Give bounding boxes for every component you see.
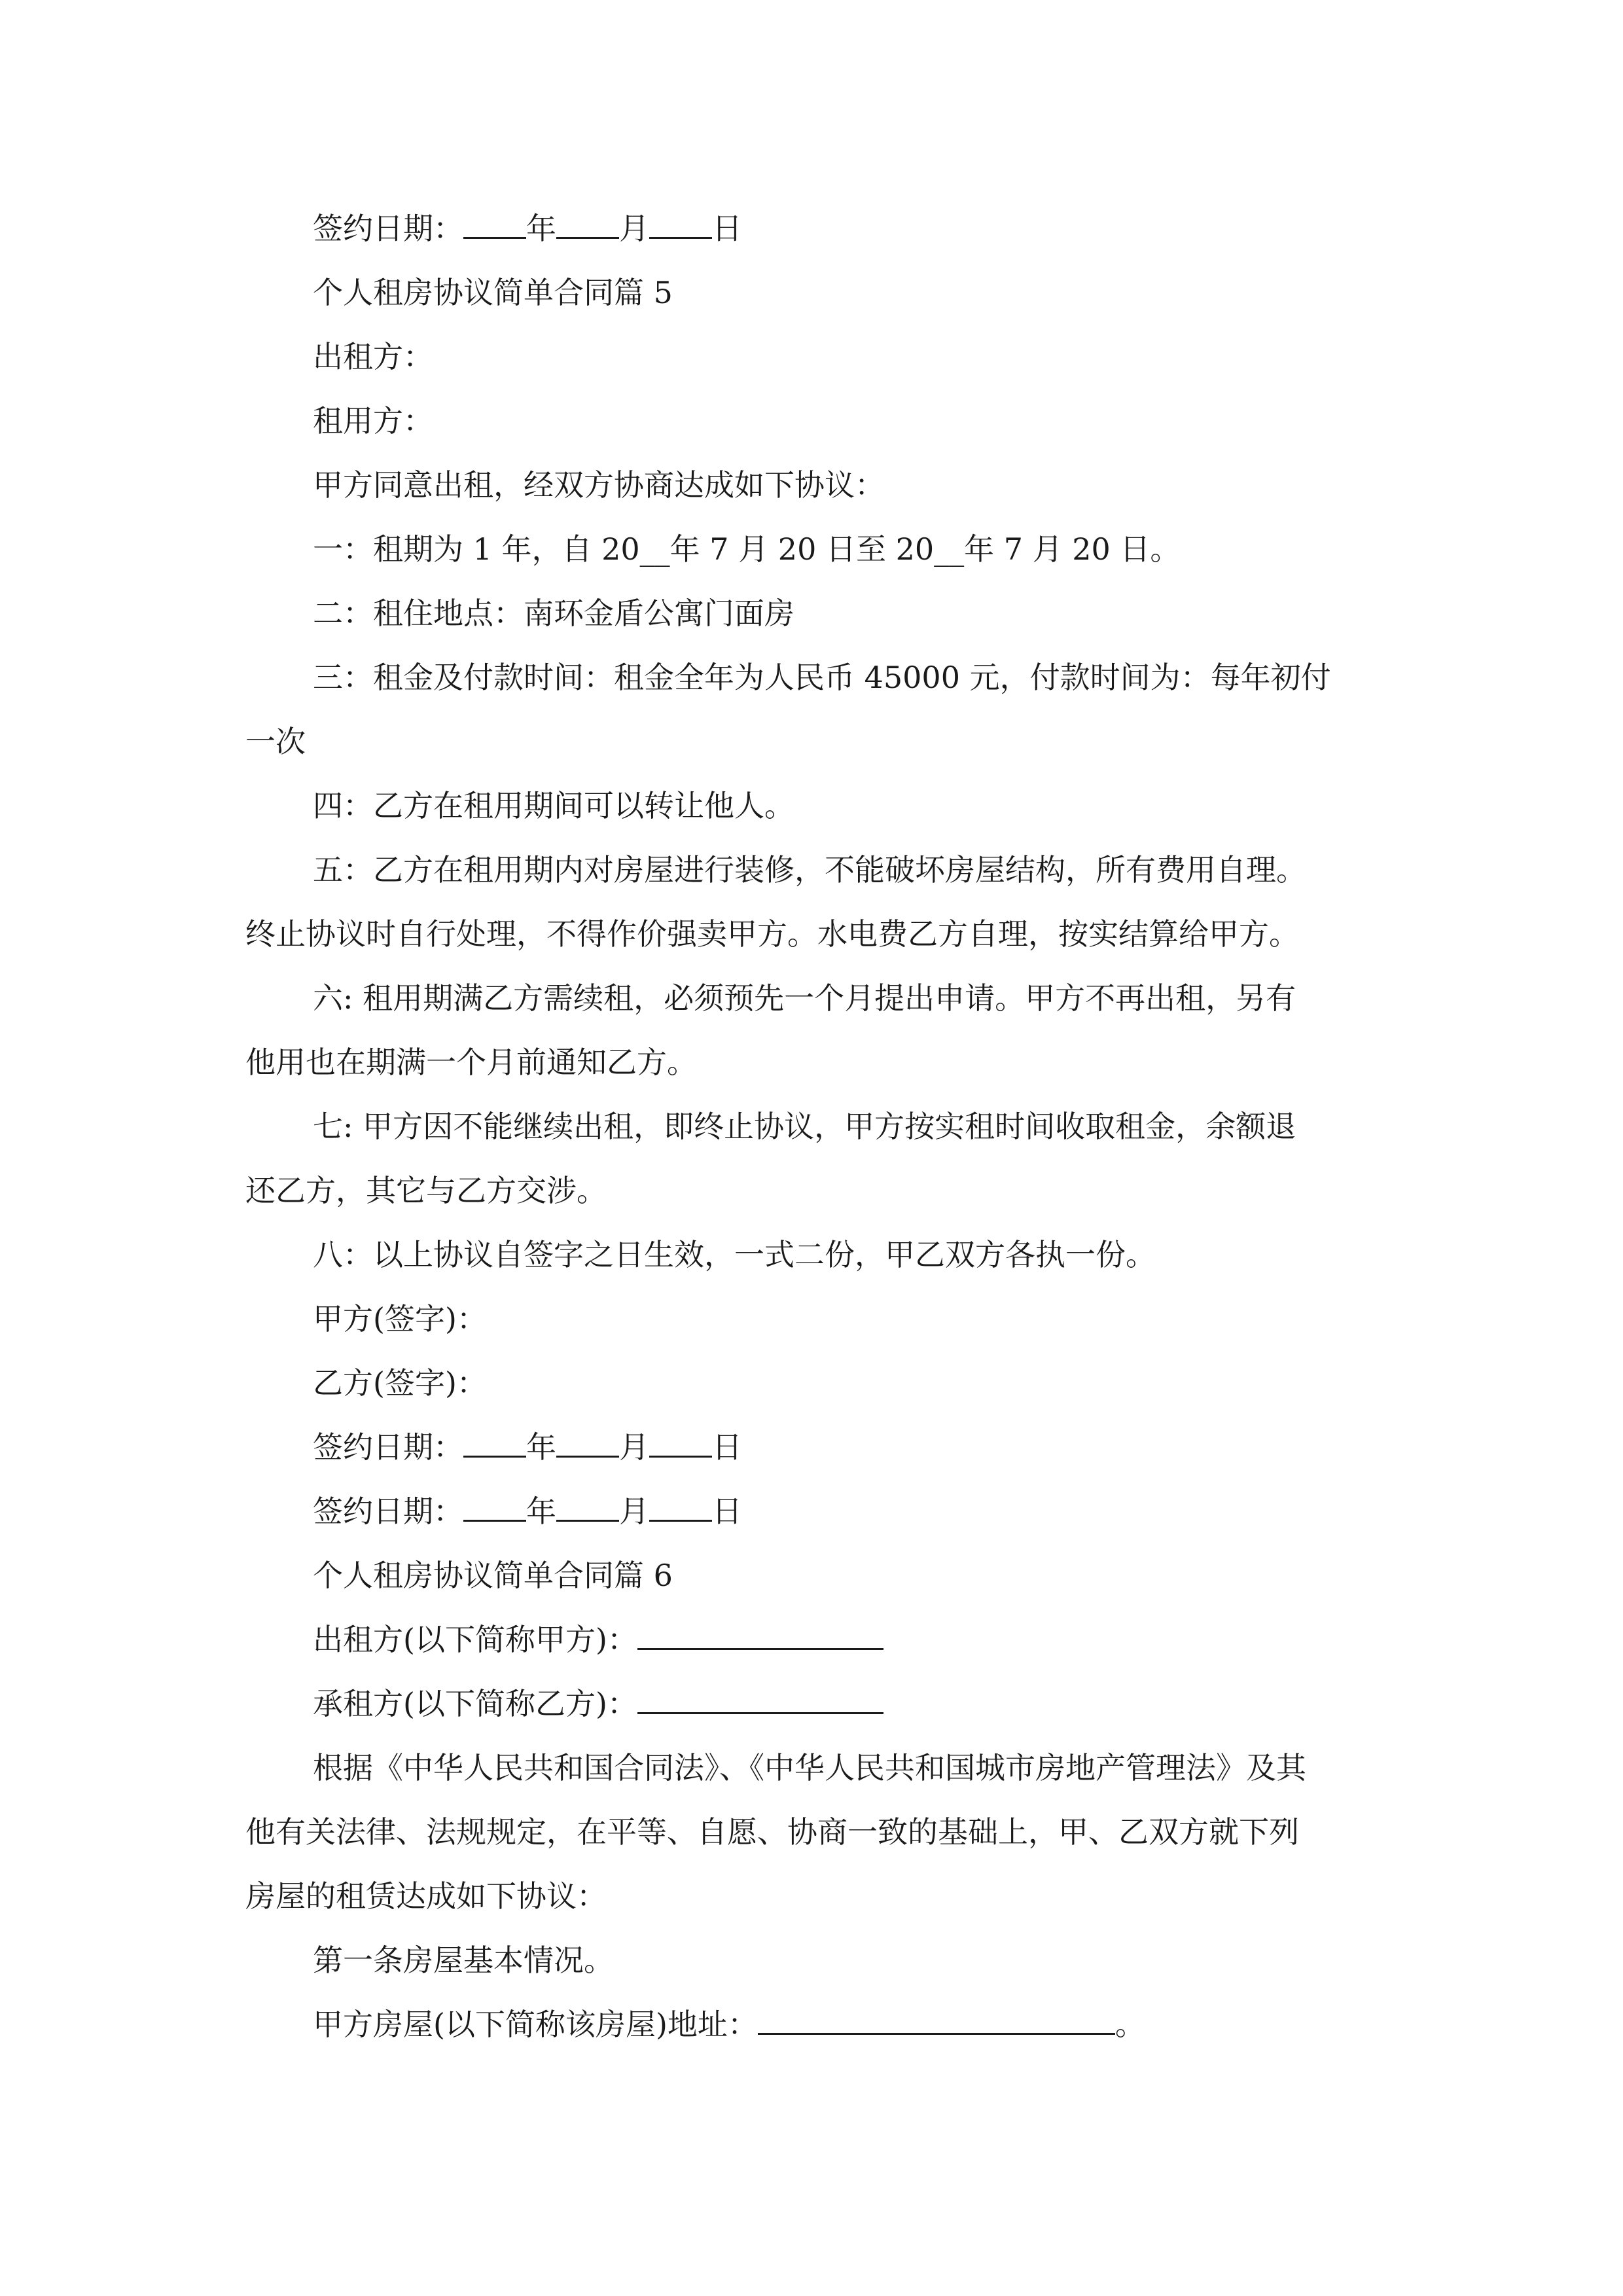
clause-5-line-2: 终止协议时自行处理，不得作价强卖甲方。水电费乙方自理，按实结算给甲方。 — [245, 916, 1299, 952]
year-label: 年 — [526, 1429, 556, 1465]
intro-paragraph: 甲方同意出租，经双方协商达成如下协议： — [313, 467, 885, 503]
basis-paragraph-line-2: 他有关法律、法规规定，在平等、自愿、协商一致的基础上，甲、乙双方就下列 — [245, 1814, 1299, 1850]
year-blank — [463, 1433, 526, 1458]
day-label: 日 — [712, 1429, 742, 1465]
signing-date-line — [313, 196, 742, 260]
day-label: 日 — [712, 1494, 742, 1529]
signing-date-label: 签约日期： — [313, 1494, 463, 1529]
year-label: 年 — [526, 1494, 556, 1529]
signing-date-label: 签约日期： — [313, 211, 463, 246]
clause-8: 八：以上协议自签字之日生效，一式二份，甲乙双方各执一份。 — [313, 1237, 1156, 1272]
lessee-line — [313, 1672, 883, 1736]
clause-5-line-1: 五：乙方在租用期内对房屋进行装修，不能破坏房屋结构，所有费用自理。 — [313, 852, 1306, 888]
article-1-heading: 第一条房屋基本情况。 — [313, 1943, 614, 1978]
basis-paragraph-line-1: 根据《中华人民共和国合同法》、《中华人民共和国城市房地产管理法》及其 — [313, 1750, 1306, 1785]
lessor-line: 出租方： — [313, 339, 433, 374]
lessor-line — [313, 1607, 883, 1672]
party-a-signature: 甲方(签字)： — [313, 1301, 487, 1336]
address-line — [313, 1992, 1145, 2056]
party-b-signature: 乙方(签字)： — [313, 1365, 487, 1401]
day-blank — [649, 215, 712, 239]
lessee-label: 承租方(以下简称乙方)： — [313, 1686, 637, 1721]
month-label: 月 — [619, 1429, 649, 1465]
year-label: 年 — [526, 211, 556, 246]
lessor-blank — [637, 1626, 883, 1650]
clause-4: 四：乙方在租用期间可以转让他人。 — [313, 788, 794, 823]
clause-3-line-2: 一次 — [245, 724, 306, 759]
year-blank — [463, 1498, 526, 1522]
year-blank — [463, 215, 526, 239]
clause-7-line-1: 七: 甲方因不能继续出租，即终止协议，甲方按实租时间收取租金，余额退 — [313, 1109, 1296, 1144]
lessor-label: 出租方(以下简称甲方)： — [313, 1622, 637, 1657]
signing-date-label: 签约日期： — [313, 1429, 463, 1465]
month-label: 月 — [619, 211, 649, 246]
day-blank — [649, 1433, 712, 1458]
address-blank — [758, 2011, 1115, 2035]
address-end-mark: 。 — [1115, 2007, 1145, 2042]
clause-6-line-1: 六: 租用期满乙方需续租，必须预先一个月提出申请。甲方不再出租，另有 — [313, 980, 1296, 1016]
month-blank — [556, 215, 619, 239]
month-label: 月 — [619, 1494, 649, 1529]
section-6-heading: 个人租房协议简单合同篇 6 — [313, 1558, 673, 1593]
address-label: 甲方房屋(以下简称该房屋)地址： — [313, 2007, 758, 2042]
clause-6-line-2: 他用也在期满一个月前通知乙方。 — [245, 1045, 697, 1080]
lessee-line: 租用方： — [313, 403, 433, 439]
clause-1: 一：租期为 1 年，自 20__年 7 月 20 日至 20__年 7 月 20 日。 — [313, 531, 1181, 567]
clause-2: 二：租住地点：南环金盾公寓门面房 — [313, 596, 794, 631]
month-blank — [556, 1498, 619, 1522]
day-blank — [649, 1498, 712, 1522]
month-blank — [556, 1433, 619, 1458]
basis-paragraph-line-3: 房屋的租赁达成如下协议： — [245, 1878, 607, 1914]
day-label: 日 — [712, 211, 742, 246]
clause-3-line-1: 三：租金及付款时间：租金全年为人民币 45000 元，付款时间为：每年初付 — [313, 660, 1331, 695]
clause-7-line-2: 还乙方，其它与乙方交涉。 — [245, 1173, 607, 1208]
section-5-heading: 个人租房协议简单合同篇 5 — [313, 275, 673, 310]
signing-date-line — [313, 1479, 742, 1543]
signing-date-line — [313, 1415, 742, 1479]
lessee-blank — [637, 1690, 883, 1714]
